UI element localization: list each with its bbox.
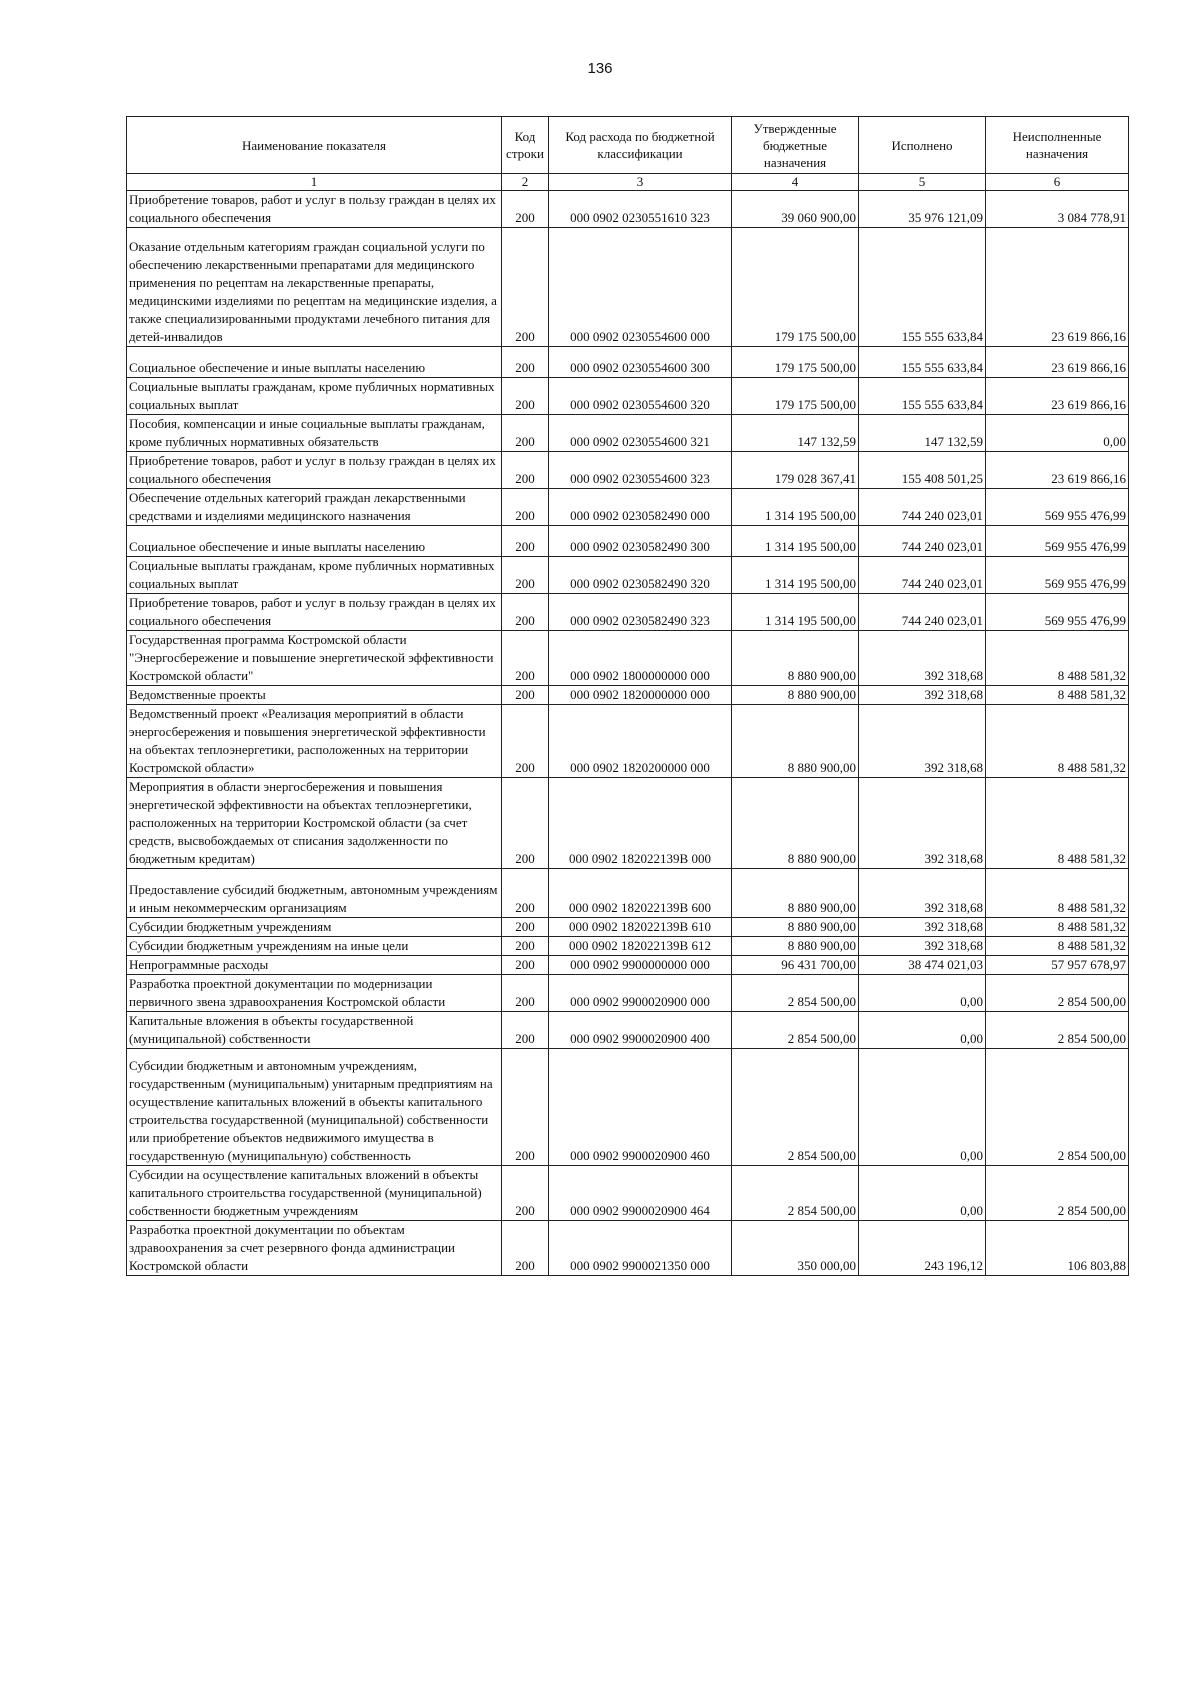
row-executed-cell: 243 196,12	[859, 1221, 986, 1276]
table-row	[127, 347, 1129, 378]
table-row	[127, 1221, 1129, 1276]
row-approved-cell: 179 175 500,00	[732, 347, 859, 378]
row-budget-code-cell: 000 0902 0230582490 000	[549, 489, 732, 526]
row-unexecuted-cell: 106 803,88	[986, 1221, 1129, 1276]
table-row	[127, 489, 1129, 526]
row-executed-cell: 155 555 633,84	[859, 378, 986, 415]
row-line-code-cell: 200	[502, 526, 549, 557]
row-name-cell: Обеспечение отдельных категорий граждан лекарственными средствами и изделиями медицинского назначения	[127, 489, 502, 526]
row-approved-cell: 8 880 900,00	[732, 937, 859, 956]
row-name-cell: Социальное обеспечение и иные выплаты населению	[127, 347, 502, 378]
table-row	[127, 975, 1129, 1012]
row-unexecuted-cell: 23 619 866,16	[986, 228, 1129, 347]
row-line-code-cell: 200	[502, 191, 549, 228]
row-executed-cell: 392 318,68	[859, 869, 986, 918]
row-line-code-cell: 200	[502, 347, 549, 378]
row-executed-cell: 0,00	[859, 1012, 986, 1049]
row-unexecuted-cell: 23 619 866,16	[986, 347, 1129, 378]
row-approved-cell: 2 854 500,00	[732, 1049, 859, 1166]
table-row	[127, 191, 1129, 228]
table-row	[127, 686, 1129, 705]
row-line-code-cell: 200	[502, 1012, 549, 1049]
table-row	[127, 705, 1129, 778]
row-approved-cell: 1 314 195 500,00	[732, 489, 859, 526]
row-approved-cell: 2 854 500,00	[732, 1166, 859, 1221]
row-approved-cell: 147 132,59	[732, 415, 859, 452]
row-budget-code-cell: 000 0902 0230554600 320	[549, 378, 732, 415]
row-name-cell: Ведомственные проекты	[127, 686, 502, 705]
row-name-cell: Разработка проектной документации по объектам здравоохранения за счет резервного фонда администрации Костромской области	[127, 1221, 502, 1276]
column-number: 5	[859, 174, 986, 191]
table-row	[127, 452, 1129, 489]
row-budget-code-cell: 000 0902 182022139B 000	[549, 778, 732, 869]
row-line-code-cell: 200	[502, 956, 549, 975]
row-budget-code-cell: 000 0902 1800000000 000	[549, 631, 732, 686]
row-approved-cell: 8 880 900,00	[732, 918, 859, 937]
row-unexecuted-cell: 8 488 581,32	[986, 937, 1129, 956]
row-budget-code-cell: 000 0902 182022139B 600	[549, 869, 732, 918]
row-unexecuted-cell: 569 955 476,99	[986, 594, 1129, 631]
row-approved-cell: 8 880 900,00	[732, 631, 859, 686]
table-row	[127, 918, 1129, 937]
row-unexecuted-cell: 8 488 581,32	[986, 705, 1129, 778]
table-row	[127, 594, 1129, 631]
budget-execution-table	[126, 116, 1129, 1276]
row-executed-cell: 392 318,68	[859, 631, 986, 686]
row-line-code-cell: 200	[502, 686, 549, 705]
row-unexecuted-cell: 2 854 500,00	[986, 1012, 1129, 1049]
row-line-code-cell: 200	[502, 415, 549, 452]
row-approved-cell: 350 000,00	[732, 1221, 859, 1276]
row-line-code-cell: 200	[502, 489, 549, 526]
row-unexecuted-cell: 2 854 500,00	[986, 1049, 1129, 1166]
row-unexecuted-cell: 8 488 581,32	[986, 778, 1129, 869]
row-unexecuted-cell: 3 084 778,91	[986, 191, 1129, 228]
row-budget-code-cell: 000 0902 0230582490 323	[549, 594, 732, 631]
row-approved-cell: 1 314 195 500,00	[732, 594, 859, 631]
row-budget-code-cell: 000 0902 0230554600 321	[549, 415, 732, 452]
row-name-cell: Капитальные вложения в объекты государственной (муниципальной) собственности	[127, 1012, 502, 1049]
row-executed-cell: 155 555 633,84	[859, 347, 986, 378]
row-name-cell: Государственная программа Костромской области "Энергосбережение и повышение энергетической эффективности Костромской области"	[127, 631, 502, 686]
table-row	[127, 557, 1129, 594]
row-line-code-cell: 200	[502, 378, 549, 415]
row-executed-cell: 744 240 023,01	[859, 594, 986, 631]
row-line-code-cell: 200	[502, 594, 549, 631]
row-executed-cell: 155 555 633,84	[859, 228, 986, 347]
row-name-cell: Непрограммные расходы	[127, 956, 502, 975]
page-number: 136	[587, 60, 613, 77]
row-approved-cell: 1 314 195 500,00	[732, 526, 859, 557]
row-executed-cell: 392 318,68	[859, 778, 986, 869]
table-row	[127, 228, 1129, 347]
table-row	[127, 1049, 1129, 1166]
row-line-code-cell: 200	[502, 1166, 549, 1221]
header-row	[127, 117, 1129, 174]
row-budget-code-cell: 000 0902 9900020900 460	[549, 1049, 732, 1166]
row-unexecuted-cell: 2 854 500,00	[986, 975, 1129, 1012]
row-budget-code-cell: 000 0902 0230554600 300	[549, 347, 732, 378]
row-executed-cell: 0,00	[859, 975, 986, 1012]
row-executed-cell: 392 318,68	[859, 686, 986, 705]
row-unexecuted-cell: 8 488 581,32	[986, 686, 1129, 705]
row-budget-code-cell: 000 0902 182022139B 612	[549, 937, 732, 956]
row-budget-code-cell: 000 0902 0230582490 320	[549, 557, 732, 594]
row-unexecuted-cell: 569 955 476,99	[986, 526, 1129, 557]
row-budget-code-cell: 000 0902 0230551610 323	[549, 191, 732, 228]
row-budget-code-cell: 000 0902 182022139B 610	[549, 918, 732, 937]
row-name-cell: Субсидии бюджетным и автономным учреждениям, государственным (муниципальным) унитарным предприятиям на осуществление капитальных вложений в объекты капитального строительства государственной (муниципальной) собственности или приобретение объектов недвижимого имущества в государственную (муниципальную) собственность	[127, 1049, 502, 1166]
row-name-cell: Оказание отдельным категориям граждан социальной услуги по обеспечению лекарственными препаратами для медицинского применения по рецептам на лекарственные препараты, медицинскими изделиями по рецептам на медицинские изделия, а также специализированными продуктами лечебного питания для детей-инвалидов	[127, 228, 502, 347]
row-approved-cell: 2 854 500,00	[732, 1012, 859, 1049]
row-unexecuted-cell: 8 488 581,32	[986, 631, 1129, 686]
table-row	[127, 526, 1129, 557]
column-number: 2	[502, 174, 549, 191]
row-name-cell: Приобретение товаров, работ и услуг в пользу граждан в целях их социального обеспечения	[127, 191, 502, 228]
row-executed-cell: 35 976 121,09	[859, 191, 986, 228]
row-name-cell: Приобретение товаров, работ и услуг в пользу граждан в целях их социального обеспечения	[127, 452, 502, 489]
table-row	[127, 415, 1129, 452]
row-line-code-cell: 200	[502, 228, 549, 347]
row-line-code-cell: 200	[502, 452, 549, 489]
row-name-cell: Приобретение товаров, работ и услуг в пользу граждан в целях их социального обеспечения	[127, 594, 502, 631]
row-executed-cell: 147 132,59	[859, 415, 986, 452]
row-budget-code-cell: 000 0902 0230554600 323	[549, 452, 732, 489]
row-executed-cell: 155 408 501,25	[859, 452, 986, 489]
row-line-code-cell: 200	[502, 975, 549, 1012]
table-row	[127, 869, 1129, 918]
row-budget-code-cell: 000 0902 0230554600 000	[549, 228, 732, 347]
row-approved-cell: 8 880 900,00	[732, 778, 859, 869]
row-executed-cell: 392 318,68	[859, 937, 986, 956]
header-line-code: Код строки	[502, 117, 549, 174]
row-line-code-cell: 200	[502, 631, 549, 686]
row-approved-cell: 96 431 700,00	[732, 956, 859, 975]
row-approved-cell: 1 314 195 500,00	[732, 557, 859, 594]
row-name-cell: Субсидии бюджетным учреждениям	[127, 918, 502, 937]
row-line-code-cell: 200	[502, 937, 549, 956]
row-name-cell: Социальные выплаты гражданам, кроме публичных нормативных социальных выплат	[127, 378, 502, 415]
row-approved-cell: 179 175 500,00	[732, 228, 859, 347]
table-row	[127, 1012, 1129, 1049]
row-budget-code-cell: 000 0902 9900000000 000	[549, 956, 732, 975]
row-name-cell: Предоставление субсидий бюджетным, автономным учреждениям и иным некоммерческим организациям	[127, 869, 502, 918]
column-numbers-row	[127, 174, 1129, 191]
row-budget-code-cell: 000 0902 0230582490 300	[549, 526, 732, 557]
row-unexecuted-cell: 8 488 581,32	[986, 918, 1129, 937]
table-row	[127, 778, 1129, 869]
row-executed-cell: 392 318,68	[859, 705, 986, 778]
row-approved-cell: 179 028 367,41	[732, 452, 859, 489]
row-name-cell: Разработка проектной документации по модернизации первичного звена здравоохранения Костромской области	[127, 975, 502, 1012]
row-budget-code-cell: 000 0902 1820000000 000	[549, 686, 732, 705]
column-number: 1	[127, 174, 502, 191]
row-name-cell: Субсидии бюджетным учреждениям на иные цели	[127, 937, 502, 956]
row-unexecuted-cell: 23 619 866,16	[986, 378, 1129, 415]
row-executed-cell: 744 240 023,01	[859, 526, 986, 557]
header-executed: Исполнено	[859, 117, 986, 174]
row-line-code-cell: 200	[502, 778, 549, 869]
column-number: 4	[732, 174, 859, 191]
row-budget-code-cell: 000 0902 9900020900 464	[549, 1166, 732, 1221]
row-executed-cell: 0,00	[859, 1166, 986, 1221]
header-approved: Утвержденные бюджетные назначения	[732, 117, 859, 174]
row-name-cell: Мероприятия в области энергосбережения и повышения энергетической эффективности на объектах теплоэнергетики, расположенных на территории Костромской области (за счет средств, высвобождаемых от списания задолженности по бюджетным кредитам)	[127, 778, 502, 869]
row-approved-cell: 179 175 500,00	[732, 378, 859, 415]
row-executed-cell: 744 240 023,01	[859, 489, 986, 526]
row-line-code-cell: 200	[502, 705, 549, 778]
row-unexecuted-cell: 569 955 476,99	[986, 489, 1129, 526]
row-approved-cell: 8 880 900,00	[732, 705, 859, 778]
row-unexecuted-cell: 23 619 866,16	[986, 452, 1129, 489]
row-budget-code-cell: 000 0902 1820200000 000	[549, 705, 732, 778]
column-number: 3	[549, 174, 732, 191]
table-row	[127, 937, 1129, 956]
row-name-cell: Социальное обеспечение и иные выплаты населению	[127, 526, 502, 557]
row-executed-cell: 0,00	[859, 1049, 986, 1166]
row-line-code-cell: 200	[502, 869, 549, 918]
row-executed-cell: 38 474 021,03	[859, 956, 986, 975]
column-number: 6	[986, 174, 1129, 191]
header-indicator-name: Наименование показателя	[127, 117, 502, 174]
row-budget-code-cell: 000 0902 9900021350 000	[549, 1221, 732, 1276]
row-name-cell: Ведомственный проект «Реализация мероприятий в области энергосбережения и повышения энергетической эффективности на объектах теплоэнергетики, расположенных на территории Костромской области»	[127, 705, 502, 778]
row-executed-cell: 392 318,68	[859, 918, 986, 937]
header-unexecuted: Неисполненные назначения	[986, 117, 1129, 174]
row-unexecuted-cell: 57 957 678,97	[986, 956, 1129, 975]
row-line-code-cell: 200	[502, 557, 549, 594]
table-row	[127, 631, 1129, 686]
table-body	[127, 191, 1129, 1276]
row-name-cell: Социальные выплаты гражданам, кроме публичных нормативных социальных выплат	[127, 557, 502, 594]
row-unexecuted-cell: 569 955 476,99	[986, 557, 1129, 594]
row-approved-cell: 2 854 500,00	[732, 975, 859, 1012]
row-line-code-cell: 200	[502, 1221, 549, 1276]
header-budget-code: Код расхода по бюджетной классификации	[549, 117, 732, 174]
row-approved-cell: 8 880 900,00	[732, 686, 859, 705]
row-unexecuted-cell: 0,00	[986, 415, 1129, 452]
table-row	[127, 1166, 1129, 1221]
row-executed-cell: 744 240 023,01	[859, 557, 986, 594]
row-line-code-cell: 200	[502, 1049, 549, 1166]
row-line-code-cell: 200	[502, 918, 549, 937]
table-row	[127, 956, 1129, 975]
table-row	[127, 378, 1129, 415]
row-unexecuted-cell: 8 488 581,32	[986, 869, 1129, 918]
row-name-cell: Пособия, компенсации и иные социальные выплаты гражданам, кроме публичных нормативных обязательств	[127, 415, 502, 452]
row-approved-cell: 39 060 900,00	[732, 191, 859, 228]
row-budget-code-cell: 000 0902 9900020900 000	[549, 975, 732, 1012]
row-unexecuted-cell: 2 854 500,00	[986, 1166, 1129, 1221]
row-approved-cell: 8 880 900,00	[732, 869, 859, 918]
row-budget-code-cell: 000 0902 9900020900 400	[549, 1012, 732, 1049]
row-name-cell: Субсидии на осуществление капитальных вложений в объекты капитального строительства государственной (муниципальной) собственности бюджетным учреждениям	[127, 1166, 502, 1221]
